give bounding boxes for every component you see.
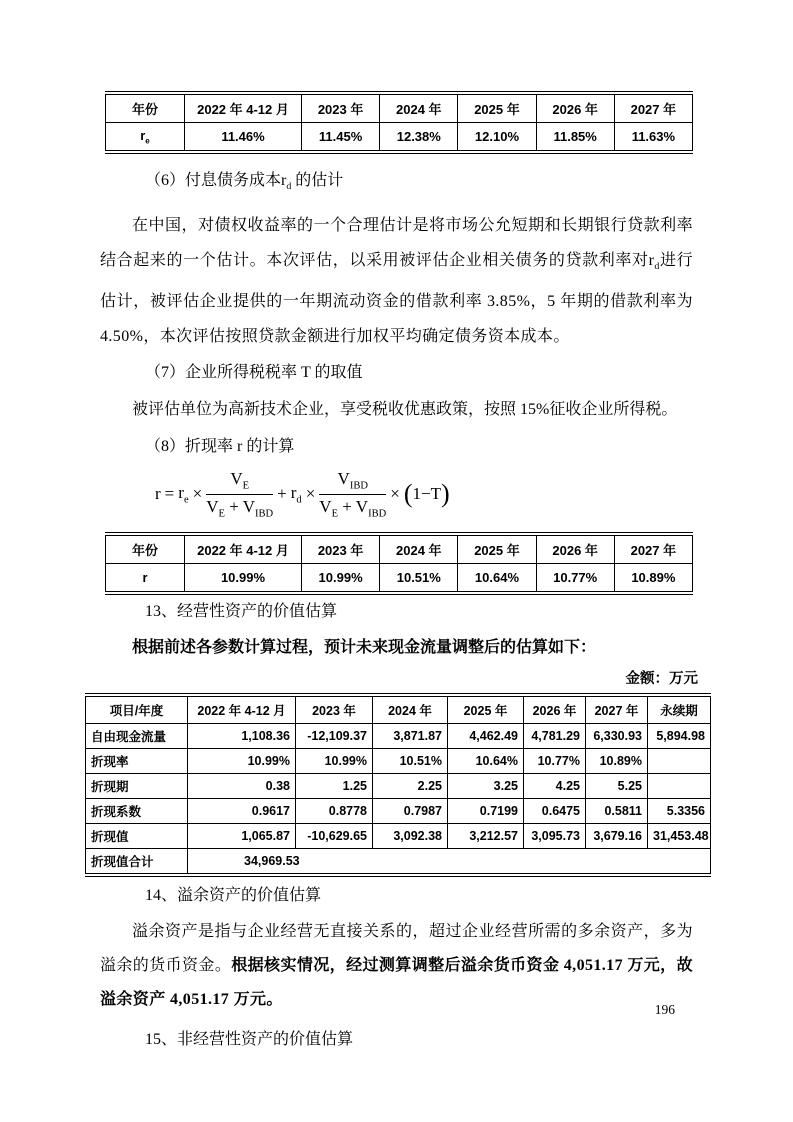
value-cell: 3,095.73 bbox=[524, 824, 586, 849]
table-row bbox=[86, 749, 711, 774]
formula-fraction-equity: $\frac{V_E}{V_E + V_{IBD}}$ bbox=[206, 469, 274, 520]
formula-tax-term: 1−T bbox=[412, 484, 441, 504]
value-cell: 0.9617 bbox=[188, 799, 296, 824]
row-label: 自由现金流量 bbox=[86, 724, 188, 749]
table-row bbox=[86, 774, 711, 799]
row-label: $r_e$ bbox=[106, 123, 185, 153]
value-cell: 4.25 bbox=[524, 774, 586, 799]
value-cell: 10.51% bbox=[373, 749, 448, 774]
header-cell: 2024 年 bbox=[373, 695, 448, 724]
header-cell: 2023 年 bbox=[302, 93, 380, 123]
section-heading-7: （7）企业所得税税率 T 的取值 bbox=[145, 364, 363, 382]
formula-plus: + bbox=[277, 484, 287, 504]
header-cell: 2023 年 bbox=[296, 695, 373, 724]
value-cell: 10.89% bbox=[586, 749, 648, 774]
value-cell: 1,065.87 bbox=[188, 824, 296, 849]
value-cell: 0.7987 bbox=[373, 799, 448, 824]
section-6-paragraph: 在中国，对债权收益率的一个合理估计是将市场公允短期和长期银行贷款利率结合起来的一个估计。本次评估，以采用被评估企业相关债务的贷款利率对$r_d$进行估计，被评估企业提供的一年期流动资金的借款利率 3.85%，5 年期的借款利率为 4.50%，本次评估按照贷款金额进行加权平均确定债务资本成本。 bbox=[100, 217, 693, 346]
value-cell: 10.77% bbox=[536, 564, 614, 594]
section-heading-15: 15、非经营性资产的价值估算 bbox=[145, 1031, 354, 1049]
total-value-cell: 34,969.53 bbox=[188, 849, 711, 876]
header-cell: 2026 年 bbox=[524, 695, 586, 724]
header-cell: 永续期 bbox=[648, 695, 711, 724]
value-cell: 3,092.38 bbox=[373, 824, 448, 849]
value-cell: 10.51% bbox=[380, 564, 458, 594]
header-cell: 2022 年 4-12 月 bbox=[185, 93, 302, 123]
value-cell: 0.38 bbox=[188, 774, 296, 799]
value-cell: 11.63% bbox=[614, 123, 692, 153]
header-cell: 2023 年 bbox=[302, 534, 380, 564]
equity-cost-table bbox=[105, 91, 693, 154]
value-cell: 5.3356 bbox=[648, 799, 711, 824]
value-cell: 5,894.98 bbox=[648, 724, 711, 749]
value-cell: 31,453.48 bbox=[648, 824, 711, 849]
table-total-row bbox=[86, 849, 711, 876]
value-cell: 11.45% bbox=[302, 123, 380, 153]
value-cell: 10.99% bbox=[185, 564, 302, 594]
row-label: 折现期 bbox=[86, 774, 188, 799]
table-row bbox=[106, 123, 693, 153]
section-14-paragraph: 溢余资产是指与企业经营无直接关系的，超过企业经营所需的多余资产，多为溢余的货币资金。根据核实情况，经过测算调整后溢余货币资金 4,051.17 万元，故溢余资产 4,051.17 万元。 bbox=[100, 923, 693, 1009]
formula-lhs: r bbox=[155, 484, 161, 504]
header-cell: 2027 年 bbox=[614, 93, 692, 123]
value-cell: 11.46% bbox=[185, 123, 302, 153]
formula-re: $r_e$ bbox=[178, 483, 189, 506]
section-heading-8: （8）折现率 r 的计算 bbox=[145, 438, 295, 456]
header-cell: 年份 bbox=[106, 93, 185, 123]
value-cell: 10.99% bbox=[188, 749, 296, 774]
page-number: 196 bbox=[654, 1002, 675, 1017]
section-heading-14: 14、溢余资产的价值估算 bbox=[145, 887, 322, 905]
surplus-asset-bold-text: 根据核实情况，经过测算调整后溢余货币资金 4,051.17 万元，故溢余资产 4,051.17 万元。 bbox=[100, 957, 693, 1009]
header-cell: 2022 年 4-12 月 bbox=[185, 534, 302, 564]
header-cell: 2027 年 bbox=[614, 534, 692, 564]
value-cell bbox=[648, 774, 711, 799]
value-cell: 0.5811 bbox=[586, 799, 648, 824]
value-cell: 3,871.87 bbox=[373, 724, 448, 749]
value-cell: 10.99% bbox=[296, 749, 373, 774]
section-heading-13: 13、经营性资产的价值估算 bbox=[145, 603, 338, 621]
value-cell: 10.99% bbox=[302, 564, 380, 594]
formula-times: × bbox=[192, 484, 203, 504]
header-cell: 2025 年 bbox=[458, 534, 536, 564]
value-cell: 12.38% bbox=[380, 123, 458, 153]
discount-rate-table bbox=[105, 532, 693, 595]
value-cell: 4,781.29 bbox=[524, 724, 586, 749]
row-label: 折现系数 bbox=[86, 799, 188, 824]
header-cell: 2024 年 bbox=[380, 534, 458, 564]
value-cell: -12,109.37 bbox=[296, 724, 373, 749]
row-label: 折现值合计 bbox=[86, 849, 188, 876]
header-cell: 2026 年 bbox=[536, 93, 614, 123]
value-cell: 1.25 bbox=[296, 774, 373, 799]
discount-rate-formula bbox=[155, 466, 793, 522]
header-cell: 2024 年 bbox=[380, 93, 458, 123]
table-header-row bbox=[106, 93, 693, 123]
value-cell: 10.64% bbox=[458, 564, 536, 594]
formula-times: × bbox=[390, 484, 400, 504]
table-row bbox=[86, 724, 711, 749]
formula-times: × bbox=[305, 484, 316, 504]
row-label: 折现值 bbox=[86, 824, 188, 849]
value-cell: 6,330.93 bbox=[586, 724, 648, 749]
value-cell: 10.64% bbox=[448, 749, 524, 774]
formula-paren: ) bbox=[440, 479, 450, 509]
table-row bbox=[106, 564, 693, 594]
cashflow-valuation-table bbox=[85, 693, 711, 877]
header-cell: 2027 年 bbox=[586, 695, 648, 724]
value-cell: 12.10% bbox=[458, 123, 536, 153]
value-cell: 0.6475 bbox=[524, 799, 586, 824]
formula-paren: ( bbox=[403, 479, 413, 509]
value-cell: -10,629.65 bbox=[296, 824, 373, 849]
value-cell bbox=[648, 749, 711, 774]
formula-equals: = bbox=[164, 484, 175, 504]
section-heading-6: （6）付息债务成本$r_d$ 的估计 bbox=[145, 172, 344, 193]
amount-unit-label: 金额：万元 bbox=[625, 671, 698, 688]
formula-fraction-debt: $\frac{V_{IBD}}{V_E + V_{IBD}}$ bbox=[319, 469, 387, 520]
header-cell: 2025 年 bbox=[458, 93, 536, 123]
header-cell: 2025 年 bbox=[448, 695, 524, 724]
value-cell: 3,212.57 bbox=[448, 824, 524, 849]
value-cell: 5.25 bbox=[586, 774, 648, 799]
value-cell: 1,108.36 bbox=[188, 724, 296, 749]
value-cell: 10.77% bbox=[524, 749, 586, 774]
value-cell: 4,462.49 bbox=[448, 724, 524, 749]
header-cell: 项目/年度 bbox=[86, 695, 188, 724]
table-row bbox=[86, 799, 711, 824]
value-cell: 3.25 bbox=[448, 774, 524, 799]
table-row bbox=[86, 824, 711, 849]
value-cell: 0.8778 bbox=[296, 799, 373, 824]
header-cell: 年份 bbox=[106, 534, 185, 564]
formula-rd: $r_d$ bbox=[290, 483, 302, 506]
row-label: r bbox=[106, 564, 185, 594]
table-header-row bbox=[106, 534, 693, 564]
value-cell: 0.7199 bbox=[448, 799, 524, 824]
header-cell: 2026 年 bbox=[536, 534, 614, 564]
header-cell: 2022 年 4-12 月 bbox=[188, 695, 296, 724]
value-cell: 3,679.16 bbox=[586, 824, 648, 849]
section-13-lead: 根据前述各参数计算过程，预计未来现金流量调整后的估算如下： bbox=[132, 639, 597, 657]
row-label: 折现率 bbox=[86, 749, 188, 774]
value-cell: 2.25 bbox=[373, 774, 448, 799]
section-7-paragraph: 被评估单位为高新技术企业，享受税收优惠政策，按照 15%征收企业所得税。 bbox=[132, 401, 678, 419]
table-header-row bbox=[86, 695, 711, 724]
value-cell: 10.89% bbox=[614, 564, 692, 594]
value-cell: 11.85% bbox=[536, 123, 614, 153]
